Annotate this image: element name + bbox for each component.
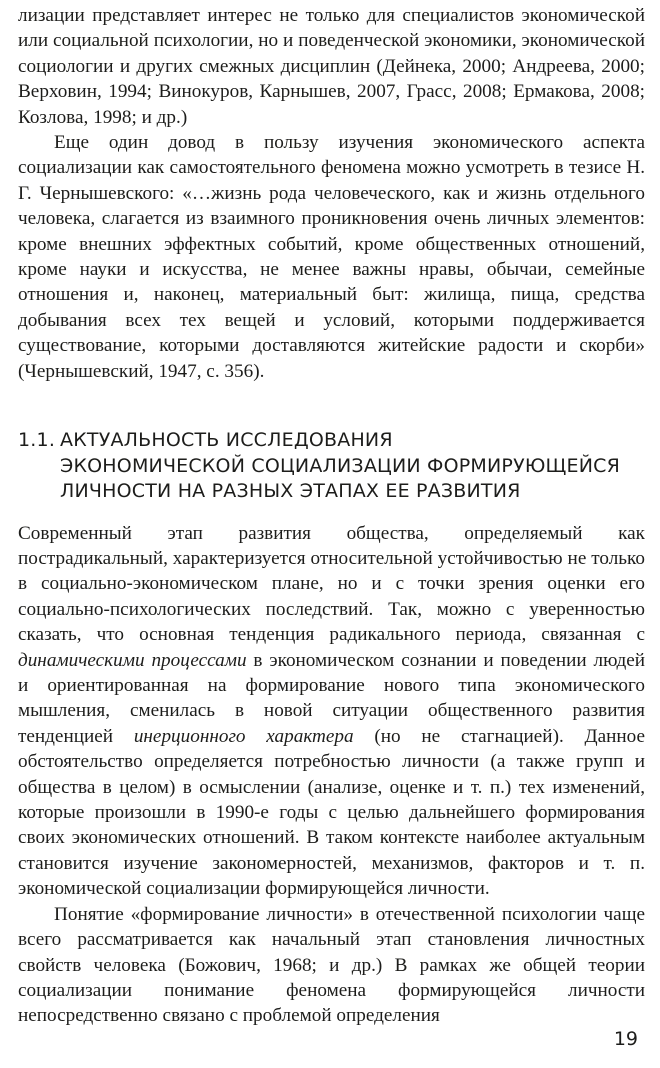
section-title-line: АКТУАЛЬНОСТЬ ИССЛЕДОВАНИЯ [60, 429, 393, 452]
page-body [18, 0, 645, 1029]
section-title-line: ЛИЧНОСТИ НА РАЗНЫХ ЭТАПАХ ЕЕ РАЗВИТИЯ [60, 480, 521, 503]
italic-term: динамическими процессами [18, 649, 247, 671]
section-heading [18, 428, 645, 505]
paragraph-text: Современный этап развития общества, определяемый как пострадикальный, характеризуется относительной устойчивостью не только в социально-экономическом плане, но и с точки зрения оценки его социально-психологических последствий. Так, можно с уверенностью сказать, что основная тенденция радикального периода, связанная с [18, 522, 645, 646]
paragraph-continuation: лизации представляет интерес не только для специалистов экономической или социальной психологии, но и поведенческой экономики, экономической социологии и других смежных дисциплин (Дейнека, 2000; Андреева, 2000; Верховин, 1994; Винокуров, Карнышев, 2007, Грасс, 2008; Ермакова, 2008; Козлова, 1998; и др.) [18, 5, 645, 128]
section-title [60, 428, 645, 505]
paragraph-text: в экономическом сознании и поведении людей и ориентированная на формирование нового типа экономического мышления, сменилась в новой ситуации общественного развития тенденцией [18, 649, 645, 747]
page-number: 19 [613, 1028, 638, 1050]
paragraph-text: (но не стагнацией). Данное обстоятельство определяется потребностью личности (а также групп и общества в целом) в осмыслении (анализе, оценке и т. п.) тех изменений, которые произошли в 1990-е годы с целью дальнейшего формирования своих экономических отношений. В таком контексте наиболее актуальным становится изучение закономерностей, механизмов, факторов и т. п. экономической социализации формирующейся личности. [18, 725, 646, 900]
italic-term: инерционного характера [133, 725, 354, 747]
paragraph-chernyshevsky-quote: Еще один довод в пользу изучения экономического аспекта социализации как самостоятельного феномена можно усмотреть в тезисе Н. Г. Чернышевского: «…жизнь рода человеческого, как и жизнь отдельного человека, слагается из взаимного проникновения очень личных элементов: кроме внешних эффектных событий, кроме общественных отношений, кроме науки и искусства, не менее важны нравы, обычаи, семейные отношения и, наконец, материальный быт: жилища, пища, средства добывания всех тех вещей и условий, которыми поддерживается существование, которыми доставляются житейские радости и скорби» (Чернышевский, 1947, с. 356). [18, 132, 645, 382]
paragraph-current-stage [18, 521, 645, 902]
section-title-line: ЭКОНОМИЧЕСКОЙ СОЦИАЛИЗАЦИИ ФОРМИРУЮЩЕЙСЯ [60, 454, 621, 477]
section-number: 1.1. [18, 429, 56, 452]
paragraph-personality-formation: Понятие «формирование личности» в отечественной психологии чаще всего рассматривается как начальный этап становления личностных свойств человека (Божович, 1968; и др.) В рамках же общей теории социализации понимание феномена формирующейся личности непосредственно связано с проблемой определения [18, 903, 645, 1027]
